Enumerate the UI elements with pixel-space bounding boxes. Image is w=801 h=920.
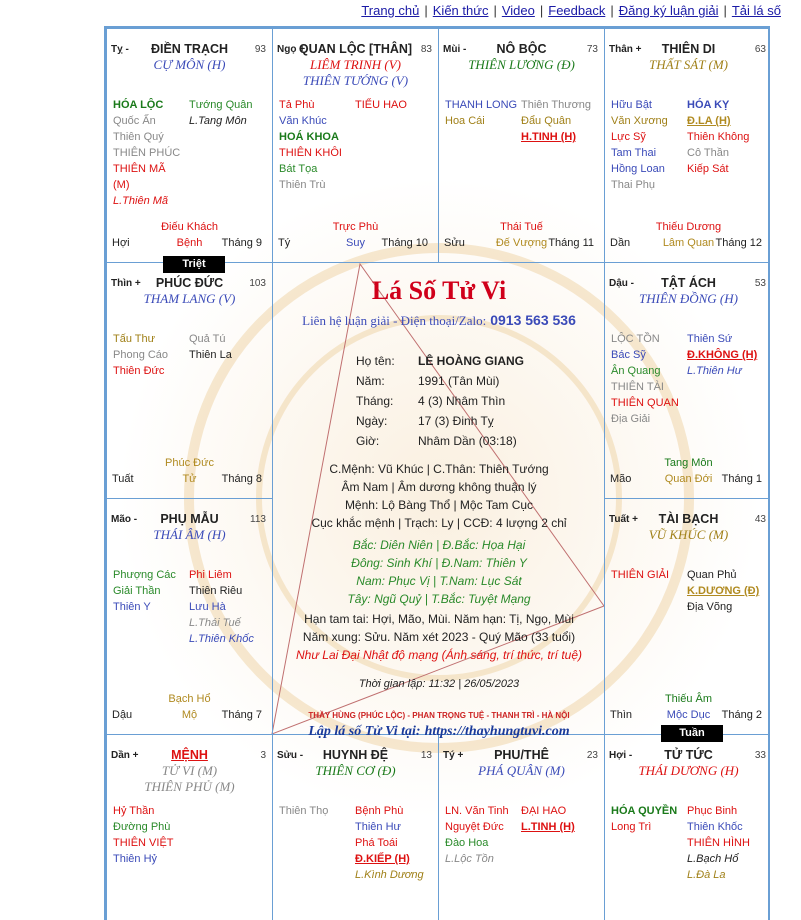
top-nav xyxy=(0,0,781,22)
month-label: Tháng 11 xyxy=(548,237,594,249)
direction-line: Tây: Ngũ Quỷ | T.Bắc: Tuyệt Mạng xyxy=(347,592,531,606)
info-label: Ngày: xyxy=(356,414,388,428)
palace-position: Thân + xyxy=(609,44,642,55)
right-star-list xyxy=(521,97,591,145)
minor-star: K.DƯƠNG (Đ) xyxy=(687,585,760,597)
major-star: THIÊN PHỦ (M) xyxy=(144,779,235,794)
palace-position: Hợi - xyxy=(609,750,633,761)
palace-name: TẬT ÁCH xyxy=(661,276,716,290)
major-star: THÁI DƯƠNG (H) xyxy=(638,763,739,778)
cycle-phase: Dần xyxy=(610,237,631,249)
minor-star: Quả Tú xyxy=(189,333,226,345)
contact-line xyxy=(274,312,604,329)
palace-ngo[interactable] xyxy=(272,28,439,263)
nav-link-3[interactable]: Feedback xyxy=(548,3,606,18)
minor-star: Quan Phủ xyxy=(687,569,737,581)
minor-star: Tướng Quân xyxy=(189,99,253,111)
cycle-phase: Tuất xyxy=(112,473,134,485)
triet-flag: Triệt xyxy=(163,256,225,273)
info-value: 1991 (Tân Mùi) xyxy=(418,374,500,388)
minor-star: Tam Thai xyxy=(611,147,657,159)
contact-label: Liên hệ luận giải - Điện thoại/Zalo: xyxy=(302,313,487,328)
palace-mui[interactable] xyxy=(438,28,605,263)
cycle-phase: Dậu xyxy=(112,709,133,721)
site-url[interactable]: https://thayhungtuvi.com xyxy=(424,724,570,739)
cycle-star: Suy xyxy=(346,237,365,249)
left-star-list xyxy=(113,567,176,615)
month-label: Tháng 8 xyxy=(221,473,262,485)
cycle-star-top: Phúc Đức xyxy=(165,457,214,469)
minor-star: Hoa Cái xyxy=(445,115,485,127)
phat-line: Như Lai Đại Nhật độ mạng (Ánh sáng, trí thức, trí tuệ) xyxy=(295,648,582,662)
major-star: LIÊM TRINH (V) xyxy=(310,57,401,72)
minor-star: Văn Khúc xyxy=(279,115,327,127)
palace-number: 53 xyxy=(754,278,766,289)
palace-mao[interactable] xyxy=(106,498,273,735)
right-star-list xyxy=(687,97,749,177)
palace-name: ĐIỀN TRẠCH xyxy=(150,42,229,56)
minor-star: Văn Xương xyxy=(611,115,668,127)
palace-number: 43 xyxy=(754,514,766,525)
minor-star: L.TINH (H) xyxy=(521,821,575,833)
palace-number: 3 xyxy=(260,750,266,761)
minor-star: HÓA QUYỀN xyxy=(611,805,678,817)
minor-star: Kiếp Sát xyxy=(687,163,729,175)
palace-number: 73 xyxy=(586,44,598,55)
minor-star: Đường Phù xyxy=(113,821,171,833)
summary-line: Âm Nam | Âm dương không thuận lý xyxy=(341,480,537,494)
nam-xung-line: Năm xung: Sửu. Năm xét 2023 - Quý Mão (33 tuổi) xyxy=(302,630,576,644)
cycle-phase: Sửu xyxy=(444,237,465,249)
palace-name: PHU/THÊ xyxy=(494,748,549,762)
nav-link-5[interactable]: Tải lá số xyxy=(731,3,781,18)
palace-position: Tỵ - xyxy=(111,44,129,55)
palace-name: THIÊN DI xyxy=(661,42,716,56)
cycle-star-top: Tang Môn xyxy=(664,457,713,469)
cycle-star: Tử xyxy=(182,473,197,485)
nav-link-0[interactable]: Trang chủ xyxy=(361,3,420,18)
minor-star: ĐẠI HAO xyxy=(521,805,567,817)
left-star-list xyxy=(611,97,668,193)
palace-hoi[interactable] xyxy=(604,734,770,920)
info-value: 4 (3) Nhâm Thìn xyxy=(418,394,506,408)
left-star-list xyxy=(611,331,679,427)
minor-star: Bác Sỹ xyxy=(611,349,646,361)
minor-star: Thiên Thọ xyxy=(279,805,329,817)
palace-number: 33 xyxy=(754,750,766,761)
palace-ty[interactable] xyxy=(106,28,273,263)
minor-star: Thai Phụ xyxy=(611,179,656,191)
palace-position: Mão - xyxy=(111,514,138,525)
minor-star: HOÁ KHOA xyxy=(279,131,339,143)
palace-than[interactable] xyxy=(604,28,770,263)
cycle-star: Mộc Dục xyxy=(666,709,711,721)
cycle-star-top: Thiếu Âm xyxy=(664,693,713,705)
cycle-star: Quan Đới xyxy=(664,473,713,485)
major-star: THAM LANG (V) xyxy=(143,291,236,306)
info-label: Tháng: xyxy=(356,394,394,408)
palace-dau[interactable] xyxy=(604,262,770,499)
palace-number: 113 xyxy=(250,514,266,525)
info-value: 17 (3) Đinh Tỵ xyxy=(418,414,494,428)
info-label: Họ tên: xyxy=(356,354,395,368)
minor-star: Địa Giải xyxy=(611,413,651,425)
minor-star: Thiên Quý xyxy=(113,131,164,143)
month-label: Tháng 1 xyxy=(721,473,762,485)
minor-star: Thiên Sứ xyxy=(687,333,733,345)
palace-dan[interactable] xyxy=(106,734,273,920)
minor-star: L.Kình Dương xyxy=(355,869,424,881)
major-star: THÁI ÂM (H) xyxy=(153,527,226,542)
minor-star: LN. Văn Tinh xyxy=(445,805,509,817)
cycle-phase: Mão xyxy=(610,473,632,485)
tam-tai-line: Hạn tam tai: Hợi, Mão, Mùi. Năm hạn: Tị, Ngọ, Mùi xyxy=(304,612,574,626)
cycle-star: Lâm Quan xyxy=(662,237,715,249)
palace-number: 103 xyxy=(249,278,266,289)
minor-star: Bệnh Phù xyxy=(355,805,404,817)
major-star: THIÊN TƯỚNG (V) xyxy=(302,73,409,88)
minor-star: Nguyệt Đức xyxy=(445,821,504,833)
minor-star: Địa Võng xyxy=(687,601,733,613)
minor-star: L.Tang Môn xyxy=(189,115,247,127)
minor-star: HÓA LỘC xyxy=(113,99,164,111)
cycle-star: Bệnh xyxy=(176,237,203,249)
minor-star: L.Thiên Hư xyxy=(687,365,742,377)
right-star-list xyxy=(687,331,757,379)
month-label: Tháng 2 xyxy=(721,709,762,721)
left-star-list xyxy=(445,803,509,867)
palace-name: MỆNH xyxy=(171,748,208,762)
minor-star: Bát Tọa xyxy=(279,163,318,175)
minor-star: Đào Hoa xyxy=(445,837,489,849)
minor-star: THIÊN TÀI xyxy=(611,381,664,393)
right-star-list xyxy=(521,803,575,835)
minor-star: THIÊN MÃ xyxy=(113,163,166,175)
site-label: Lập lá số Tử Vi tại: xyxy=(308,724,421,739)
left-star-list xyxy=(611,567,669,583)
palace-position: Dần + xyxy=(111,750,139,761)
minor-star: Lưu Hà xyxy=(189,601,226,613)
palace-position: Tý + xyxy=(443,750,464,761)
cycle-star-top: Trực Phù xyxy=(332,221,379,233)
month-label: Tháng 9 xyxy=(221,237,262,249)
chart-title: Lá Số Tử Vi xyxy=(371,276,507,305)
month-label: Tháng 10 xyxy=(381,237,428,249)
left-star-list xyxy=(611,803,677,835)
minor-star: Hỷ Thần xyxy=(113,805,155,817)
palace-suu[interactable] xyxy=(272,734,439,920)
tuan-flag: Tuần xyxy=(661,725,723,742)
contact-phone: 0913 563 536 xyxy=(490,312,576,328)
nav-link-1[interactable]: Kiến thức xyxy=(432,3,489,18)
minor-star: Thiên Y xyxy=(113,601,151,613)
minor-star: Phá Toái xyxy=(355,837,398,849)
major-star: THIÊN LƯƠNG (Đ) xyxy=(468,57,575,72)
palace-position: Sửu - xyxy=(277,750,304,761)
minor-star: Hồng Loan xyxy=(611,163,665,175)
palace-name: TỬ TỨC xyxy=(664,748,713,762)
minor-star: L.Thiên Mã xyxy=(113,195,169,207)
summary-line: Mệnh: Lộ Bàng Thổ | Mộc Tam Cục xyxy=(344,498,534,512)
right-star-list xyxy=(355,803,424,883)
nav-link-2[interactable]: Video xyxy=(501,3,535,18)
minor-star: Đ.KHÔNG (H) xyxy=(687,349,758,361)
cycle-star-top: Thiếu Dương xyxy=(655,221,722,233)
tu-vi-chart xyxy=(104,26,770,920)
minor-star: Phi Liêm xyxy=(189,569,232,581)
palace-number: 93 xyxy=(254,44,266,55)
site-line xyxy=(274,724,604,740)
palace-name: NÔ BỘC xyxy=(496,42,547,56)
month-label: Tháng 12 xyxy=(715,237,762,249)
major-star: TỬ VI (M) xyxy=(161,763,218,778)
palace-position: Ngọ + xyxy=(277,44,306,55)
minor-star: HÓA KỴ xyxy=(687,99,730,111)
palace-position: Tuất + xyxy=(609,514,638,525)
month-label: Tháng 7 xyxy=(221,709,262,721)
cycle-star: Mộ xyxy=(181,709,198,721)
minor-star: Thiên Trù xyxy=(279,179,326,191)
cycle-star-top: Bạch Hổ xyxy=(168,693,211,705)
direction-line: Nam: Phục Vị | T.Nam: Lục Sát xyxy=(356,574,522,588)
info-label: Giờ: xyxy=(356,434,380,448)
minor-star: THIÊN HÌNH xyxy=(687,837,750,849)
palace-tuat[interactable] xyxy=(604,498,770,735)
palace-thin[interactable] xyxy=(106,262,273,499)
center-panel xyxy=(274,262,604,739)
minor-star: Thiên Hư xyxy=(355,821,401,833)
minor-star: L.Lộc Tồn xyxy=(445,853,494,865)
palace-number: 83 xyxy=(420,44,432,55)
palace-name: PHỤ MẪU xyxy=(160,512,219,526)
minor-star: L.Thiên Khốc xyxy=(189,633,254,645)
minor-star: LỘC TỒN xyxy=(611,333,660,345)
minor-star: Phượng Các xyxy=(113,569,176,581)
left-star-list xyxy=(113,803,174,867)
minor-star: Phong Cáo xyxy=(113,349,169,361)
minor-star: Cô Thần xyxy=(687,147,729,159)
nav-separator: | xyxy=(539,3,544,18)
cycle-star-top: Điếu Khách xyxy=(161,221,218,233)
right-star-list xyxy=(189,331,232,363)
left-star-list xyxy=(279,803,328,819)
palace-number: 23 xyxy=(586,750,598,761)
major-star: THIÊN ĐỒNG (H) xyxy=(639,291,738,306)
right-star-list xyxy=(189,97,253,129)
palace-number: 63 xyxy=(754,44,766,55)
direction-line: Bắc: Diên Niên | Đ.Bắc: Họa Hại xyxy=(352,538,526,552)
palace-number: 13 xyxy=(420,750,432,761)
right-star-list xyxy=(189,567,254,647)
minor-star: Tấu Thư xyxy=(113,333,156,345)
right-star-list xyxy=(687,567,759,615)
minor-star: Lực Sỹ xyxy=(611,131,646,143)
cycle-star-top: Thái Tuế xyxy=(500,221,543,233)
minor-star: Đ.LA (H) xyxy=(687,115,731,127)
cycle-phase: Tý xyxy=(278,237,291,249)
direction-line: Đông: Sinh Khí | Đ.Nam: Thiên Y xyxy=(351,556,527,570)
right-star-list xyxy=(687,803,750,883)
minor-star: Long Trì xyxy=(611,821,652,833)
major-star: VŨ KHÚC (M) xyxy=(648,527,729,542)
palace-position: Thìn + xyxy=(111,278,141,289)
major-star: THẤT SÁT (M) xyxy=(649,57,728,72)
cycle-phase: Hợi xyxy=(112,237,130,249)
palace-name: HUYNH ĐỆ xyxy=(322,748,389,762)
minor-star: TIỂU HAO xyxy=(355,99,407,111)
minor-star: Đẩu Quân xyxy=(521,115,572,127)
minor-star: Thiên Thương xyxy=(521,99,592,111)
info-label: Năm: xyxy=(356,374,385,388)
minor-star: L.Thái Tuế xyxy=(189,617,241,629)
left-star-list xyxy=(445,97,517,129)
author-line: THẦY HÙNG (PHÚC LỘC) - PHAN TRỌNG TUỆ - THANH TRÌ - HÀ NỘI xyxy=(308,711,570,720)
nav-separator: | xyxy=(424,3,428,18)
minor-star: Quốc Ấn xyxy=(113,115,156,127)
minor-star: THIÊN VIỆT xyxy=(113,837,174,849)
summary-line: C.Mệnh: Vũ Khúc | C.Thân: Thiên Tướng xyxy=(329,462,549,476)
summary-line: Cục khắc mệnh | Trạch: Ly | CCĐ: 4 lượng 2 chỉ xyxy=(311,516,567,530)
major-star: THIÊN CƠ (Đ) xyxy=(315,763,396,778)
minor-star: THIÊN PHÚC xyxy=(113,147,181,159)
right-star-list xyxy=(355,97,407,113)
palace-position: Mùi - xyxy=(443,44,467,55)
palace-name: TÀI BẠCH xyxy=(658,512,719,526)
minor-star: Thiên Đức xyxy=(113,365,165,377)
minor-star: THIÊN KHÔI xyxy=(279,147,342,159)
cycle-star: Đế Vượng xyxy=(495,237,548,249)
left-star-list xyxy=(113,97,180,209)
palace-position: Dậu - xyxy=(609,278,634,289)
minor-star: Ân Quang xyxy=(611,365,661,377)
major-star: CỰ MÔN (H) xyxy=(153,57,226,72)
minor-star: Hữu Bật xyxy=(611,99,652,111)
created-time: Thời gian lập: 11:32 | 26/05/2023 xyxy=(358,678,520,690)
minor-star: THANH LONG xyxy=(445,99,518,111)
minor-star: Tả Phù xyxy=(279,99,315,111)
nav-separator: | xyxy=(723,3,727,18)
palace-ty2[interactable] xyxy=(438,734,605,920)
major-star: PHÁ QUÂN (M) xyxy=(478,763,565,778)
minor-star: Phục Binh xyxy=(687,805,738,817)
minor-star: L.Đà La xyxy=(687,869,726,881)
palace-name: QUAN LỘC [THÂN] xyxy=(298,42,413,56)
nav-separator: | xyxy=(493,3,497,18)
minor-star: Thiên Hỷ xyxy=(113,853,158,865)
minor-star: Thiên La xyxy=(189,349,232,361)
nav-separator: | xyxy=(610,3,614,18)
minor-star: Đ.KIẾP (H) xyxy=(355,853,410,865)
left-star-list xyxy=(279,97,342,193)
minor-star: Giải Thần xyxy=(113,585,161,597)
info-value: LÊ HOÀNG GIANG xyxy=(418,354,525,368)
left-star-list xyxy=(113,331,168,379)
minor-star: L.Bạch Hổ xyxy=(687,853,739,865)
cycle-phase: Thìn xyxy=(610,709,633,721)
minor-star: Thiên Riêu xyxy=(189,585,243,597)
minor-star: THIÊN QUAN xyxy=(611,397,679,409)
minor-star: H.TINH (H) xyxy=(521,131,576,143)
minor-star: (M) xyxy=(113,179,130,191)
minor-star: THIÊN GIẢI xyxy=(611,569,670,581)
palace-name: PHÚC ĐỨC xyxy=(155,276,224,290)
info-value: Nhâm Dần (03:18) xyxy=(418,434,517,448)
minor-star: Thiên Khốc xyxy=(687,821,743,833)
nav-link-4[interactable]: Đăng ký luận giải xyxy=(618,3,719,18)
minor-star: Thiên Không xyxy=(687,131,750,143)
